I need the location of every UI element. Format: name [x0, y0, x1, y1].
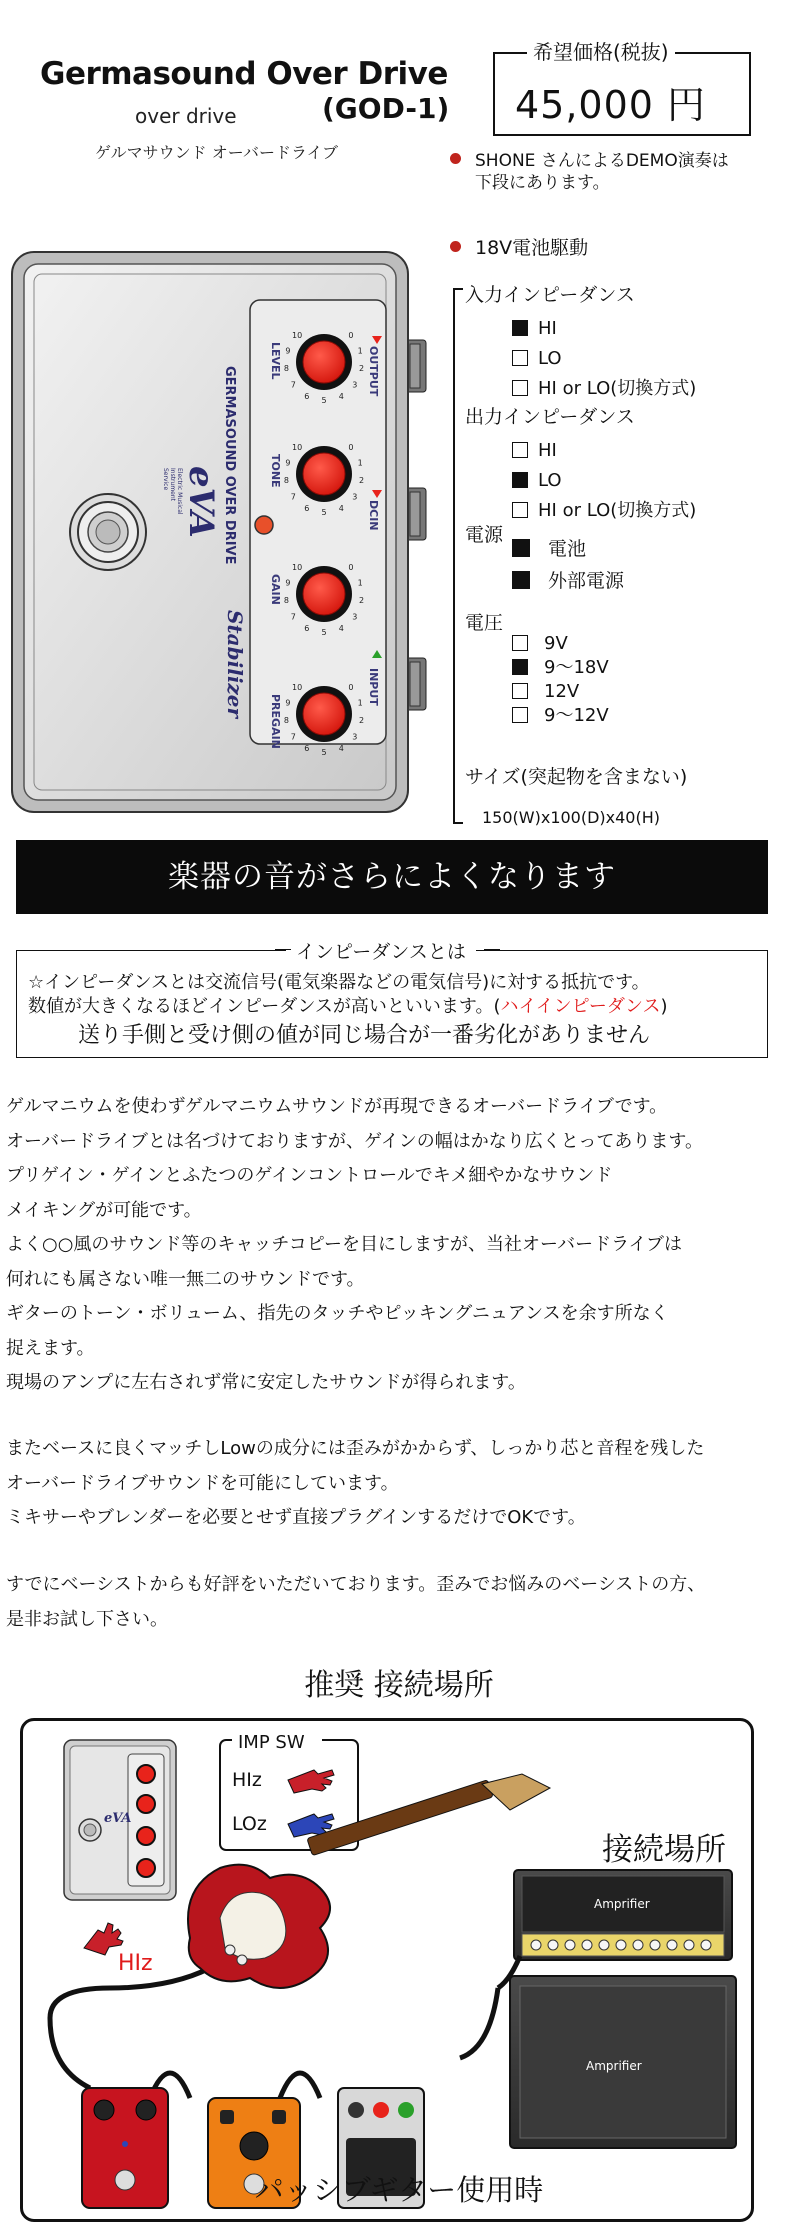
- knob-scale-tick: 3: [352, 732, 358, 742]
- connection-title: 推奨 接続場所: [304, 1668, 494, 1703]
- bullet-dot: [450, 153, 461, 164]
- imp-sw-hiz: HIz: [232, 1769, 262, 1791]
- size-title: サイズ(突起物を含まない): [465, 766, 688, 788]
- knob-scale-tick: 9: [285, 458, 291, 468]
- product-title: Germasound Over Drive: [40, 56, 448, 92]
- pedal-illustration: [4, 246, 434, 822]
- checkbox: [512, 635, 528, 651]
- knob-scale-tick: 2: [358, 475, 365, 485]
- knob-scale-tick: 4: [338, 743, 344, 753]
- knob-scale-tick: 8: [283, 475, 290, 485]
- svg-text:eVA: eVA: [104, 1811, 132, 1826]
- amp-knob: [667, 1940, 677, 1950]
- svg-text:Service: Service: [162, 468, 169, 491]
- size-value: 150(W)x100(D)x40(H): [482, 808, 660, 827]
- knob-scale-tick: 9: [285, 346, 291, 356]
- knob-scale-tick: 10: [292, 563, 303, 573]
- amp-head: [514, 1870, 732, 1960]
- checkbox: [512, 350, 528, 366]
- knob-scale-tick: 3: [352, 380, 358, 390]
- knob-label: GAIN: [269, 574, 282, 605]
- option-row: LO: [512, 466, 696, 496]
- knob-scale-tick: 4: [338, 623, 344, 633]
- amp-knob: [599, 1940, 609, 1950]
- option-row: HI: [512, 314, 696, 344]
- brand-vertical: GERMASOUND OVER DRIVE: [222, 366, 237, 565]
- spec-bracket-top: [453, 288, 463, 290]
- checkbox: [512, 683, 528, 699]
- option-row: HI or LO(切換方式): [512, 374, 696, 404]
- knob-scale-tick: 6: [304, 743, 310, 753]
- option-row: HI or LO(切換方式): [512, 496, 696, 526]
- impedance-line-3: 送り手側と受け側の値が同じ場合が一番劣化がありません: [78, 1023, 651, 1048]
- knob-scale-tick: 0: [348, 331, 354, 341]
- knob-cap: [303, 453, 345, 495]
- knob-scale-tick: 4: [338, 391, 344, 401]
- amp-knob: [701, 1940, 711, 1950]
- option-row: 9～18V: [512, 656, 609, 680]
- knob-scale-tick: 9: [285, 698, 291, 708]
- amp-knob: [548, 1940, 558, 1950]
- knob-scale-tick: 2: [358, 715, 365, 725]
- imp-sw-title: IMP SW: [238, 1732, 305, 1753]
- knob-scale-tick: 0: [348, 443, 354, 453]
- price-value: 45,000 円: [515, 83, 707, 127]
- knob-scale-tick: 7: [290, 732, 296, 742]
- knob-scale-tick: 0: [348, 563, 354, 573]
- connection-diagram: [20, 1718, 754, 2222]
- connection-caption: パッシブギター使用時: [254, 2173, 544, 2207]
- knob-scale-tick: 3: [352, 492, 358, 502]
- checkbox: [512, 380, 528, 396]
- mini-pedal: [64, 1740, 176, 1900]
- checkbox: [512, 539, 530, 557]
- knob-scale-tick: 10: [292, 443, 303, 453]
- option-row: 外部電源: [512, 565, 624, 597]
- knob-scale-tick: 6: [304, 623, 310, 633]
- amp-head-label: Amprifier: [594, 1897, 650, 1911]
- location-label: 接続場所: [602, 1832, 726, 1868]
- knob-label: TONE: [269, 454, 282, 488]
- amp-knob: [565, 1940, 575, 1950]
- power-options: [512, 533, 624, 597]
- amp-cabinet-label: Amprifier: [586, 2059, 642, 2073]
- amp-knob: [531, 1940, 541, 1950]
- checkbox: [512, 442, 528, 458]
- knob-scale-tick: 10: [292, 683, 303, 693]
- knob-scale-tick: 10: [292, 331, 303, 341]
- knob-scale-tick: 9: [285, 578, 291, 588]
- knob-scale-tick: 1: [357, 458, 363, 468]
- checkbox: [512, 320, 528, 336]
- power-title: 電源: [465, 524, 504, 546]
- output-impedance-title: 出力インピーダンス: [465, 406, 635, 428]
- jack-label-input: INPUT: [367, 668, 380, 706]
- amp-knob: [582, 1940, 592, 1950]
- amp-knob: [650, 1940, 660, 1950]
- checkbox: [512, 502, 528, 518]
- knob-scale-tick: 2: [358, 595, 365, 605]
- knob-scale-tick: 7: [290, 380, 296, 390]
- stabilizer-text: Stabilizer: [223, 610, 247, 719]
- description-p2: またベースに良くマッチしLowの成分には歪みがかからず、しっかり芯と音程を残した オーバードライブサウンドを可能にしています。 ミキサーやブレンダーを必要とせず直接プラグインするだけでOKです。: [6, 1438, 705, 1528]
- voltage-options: [512, 632, 609, 728]
- knob-scale-tick: 4: [338, 503, 344, 513]
- knob-cap: [303, 573, 345, 615]
- option-row: 9～12V: [512, 704, 609, 728]
- knob-scale-tick: 0: [348, 683, 354, 693]
- amp-knob: [684, 1940, 694, 1950]
- knob-scale-tick: 8: [283, 363, 290, 373]
- knob-scale-tick: 3: [352, 612, 358, 622]
- demo-note: SHONE さんによるDEMO演奏は 下段にあります。: [450, 150, 729, 194]
- checkbox: [512, 571, 530, 589]
- knob-scale-tick: 7: [290, 612, 296, 622]
- option-row: 12V: [512, 680, 609, 704]
- description-p3: すでにベーシストからも好評をいただいております。歪みでお悩みのベーシストの方、 是非お試し下さい。: [6, 1574, 706, 1630]
- knob-scale-tick: 6: [304, 503, 310, 513]
- banner: 楽器の音がさらによくなります: [16, 840, 768, 914]
- option-row: HI: [512, 436, 696, 466]
- knob-scale-tick: 7: [290, 492, 296, 502]
- impedance-line-1: ☆インピーダンスとは交流信号(電気楽器などの電気信号)に対する抵抗です。: [28, 972, 650, 993]
- knob-scale-tick: 8: [283, 715, 290, 725]
- svg-text:Electric Musical: Electric Musical: [176, 468, 183, 515]
- checkbox: [512, 472, 528, 488]
- amp-cabinet: [510, 1976, 736, 2148]
- jack-label-dcin: DCIN: [367, 500, 380, 531]
- input-impedance-options: [512, 314, 696, 404]
- knob-scale-tick: 5: [321, 396, 327, 405]
- knob-scale-tick: 1: [357, 698, 363, 708]
- option-row: 電池: [512, 533, 624, 565]
- jack-label-output: OUTPUT: [367, 346, 380, 397]
- checkbox: [512, 707, 528, 723]
- subtitle-en: over drive: [135, 104, 237, 128]
- input-impedance-title: 入力インピーダンス: [465, 284, 635, 306]
- knob-cap: [303, 341, 345, 383]
- knob-label: PREGAIN: [269, 694, 282, 749]
- knob-scale-tick: 2: [358, 363, 365, 373]
- knob-label: LEVEL: [269, 342, 282, 380]
- spec-bracket-bottom: [453, 822, 463, 824]
- hiz-marker: HIz: [118, 1951, 153, 1976]
- knob-scale-tick: 1: [357, 346, 363, 356]
- knob-scale-tick: 6: [304, 391, 310, 401]
- impedance-line-2: 数値が大きくなるほどインピーダンスが高いといいます。(ハイインピーダンス): [28, 996, 668, 1017]
- price-label: 希望価格(税抜): [527, 36, 675, 65]
- amp-knob: [616, 1940, 626, 1950]
- impedance-box-title: インピーダンスとは: [286, 937, 476, 964]
- battery-note: 18V電池駆動: [450, 236, 588, 261]
- subtitle-jp: ゲルマサウンド オーバードライブ: [95, 143, 339, 162]
- knob-cap: [303, 693, 345, 735]
- spec-bracket: [453, 288, 455, 824]
- voltage-title: 電圧: [465, 612, 504, 634]
- svg-text:eVA: eVA: [181, 466, 221, 538]
- output-impedance-options: [512, 436, 696, 526]
- checkbox: [512, 659, 528, 675]
- knob-scale-tick: 1: [357, 578, 363, 588]
- high-impedance-term: ハイインピーダンス: [500, 996, 661, 1017]
- svg-text:Instrument: Instrument: [169, 468, 176, 502]
- imp-sw-loz: LOz: [232, 1813, 267, 1835]
- option-row: 9V: [512, 632, 609, 656]
- knob-scale-tick: 5: [321, 508, 327, 517]
- knob-scale-tick: 5: [321, 748, 327, 757]
- option-row: LO: [512, 344, 696, 374]
- description-p1: ゲルマニウムを使わずゲルマニウムサウンドが再現できるオーバードライブです。 オーバードライブとは名づけておりますが、ゲインの幅はかなり広くとってあります。 プリゲイン・ゲインとふたつのゲインコントロールでキメ細やかなサウンド メイキングが可能です。 よく○○風のサウンド等のキャッチコピーを目にしますが、当社オーバードライブは 何れにも属さない唯一無二のサウンドです。 ギターのトーン・ボリューム、指先のタッチやピッキングニュアンスを余す所なく 捉えます。 現場のアンプに左右されず常に安定したサウンドが得られます。: [6, 1096, 703, 1393]
- led: [255, 516, 273, 534]
- knob-scale-tick: 8: [283, 595, 290, 605]
- knob-scale-tick: 5: [321, 628, 327, 637]
- bullet-dot: [450, 241, 461, 252]
- product-model: (GOD-1): [322, 92, 450, 125]
- amp-knob: [633, 1940, 643, 1950]
